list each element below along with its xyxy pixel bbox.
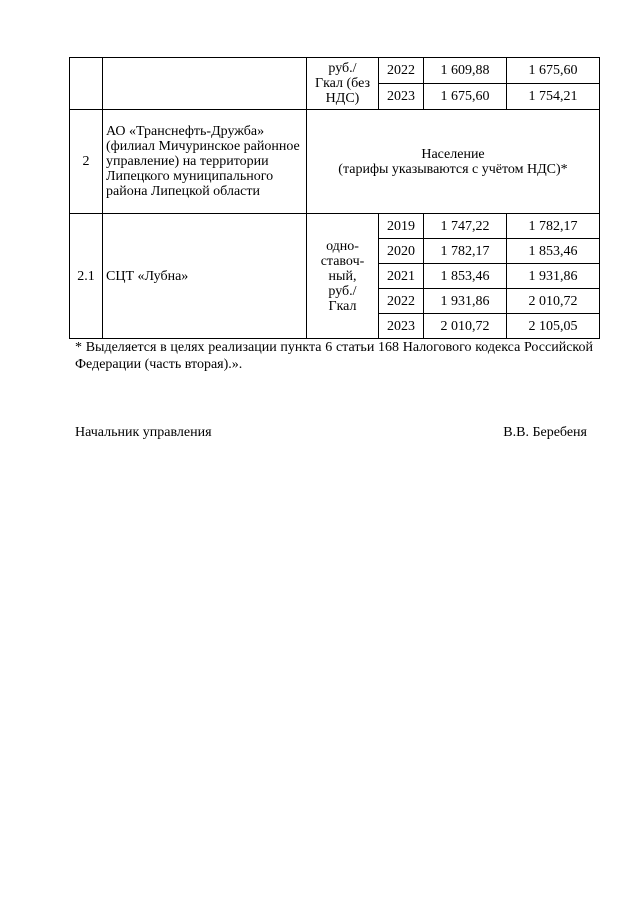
year-cell: 2023 bbox=[379, 84, 424, 110]
unit-cell: руб./ Гкал (без НДС) bbox=[307, 58, 379, 110]
year-cell: 2022 bbox=[379, 58, 424, 84]
org-cell bbox=[103, 58, 307, 110]
value-cell: 1 853,46 bbox=[424, 264, 507, 289]
unit-cell: одно- ставоч- ный, руб./ Гкал bbox=[307, 214, 379, 339]
org-cell: СЦТ «Лубна» bbox=[103, 214, 307, 339]
category-cell: Население (тарифы указываются с учётом НДС)* bbox=[307, 110, 600, 214]
table-row bbox=[70, 214, 600, 239]
num-cell: 2.1 bbox=[70, 214, 103, 339]
value-cell: 2 010,72 bbox=[507, 289, 600, 314]
value-cell: 1 747,22 bbox=[424, 214, 507, 239]
value-cell: 1 931,86 bbox=[424, 289, 507, 314]
num-cell: 2 bbox=[70, 110, 103, 214]
signature-block bbox=[75, 425, 587, 441]
value-cell: 2 010,72 bbox=[424, 314, 507, 339]
year-cell: 2020 bbox=[379, 239, 424, 264]
value-cell: 1 931,86 bbox=[507, 264, 600, 289]
table-row bbox=[70, 58, 600, 84]
footnote: * Выделяется в целях реализации пункта 6 статьи 168 Налогового кодекса Российской Федерации (часть вторая).». bbox=[75, 340, 593, 372]
value-cell: 2 105,05 bbox=[507, 314, 600, 339]
year-cell: 2022 bbox=[379, 289, 424, 314]
signature-name: В.В. Беребеня bbox=[503, 425, 587, 440]
value-cell: 1 675,60 bbox=[424, 84, 507, 110]
value-cell: 1 782,17 bbox=[507, 214, 600, 239]
tariff-table bbox=[69, 57, 600, 339]
table-row bbox=[70, 110, 600, 214]
org-cell: АО «Транснефть-Дружба» (филиал Мичуринское районное управление) на территории Липецкого муниципального района Липецкой области bbox=[103, 110, 307, 214]
value-cell: 1 782,17 bbox=[424, 239, 507, 264]
year-cell: 2023 bbox=[379, 314, 424, 339]
value-cell: 1 754,21 bbox=[507, 84, 600, 110]
year-cell: 2021 bbox=[379, 264, 424, 289]
value-cell: 1 853,46 bbox=[507, 239, 600, 264]
signature-position: Начальник управления bbox=[75, 425, 212, 440]
year-cell: 2019 bbox=[379, 214, 424, 239]
value-cell: 1 675,60 bbox=[507, 58, 600, 84]
num-cell bbox=[70, 58, 103, 110]
value-cell: 1 609,88 bbox=[424, 58, 507, 84]
